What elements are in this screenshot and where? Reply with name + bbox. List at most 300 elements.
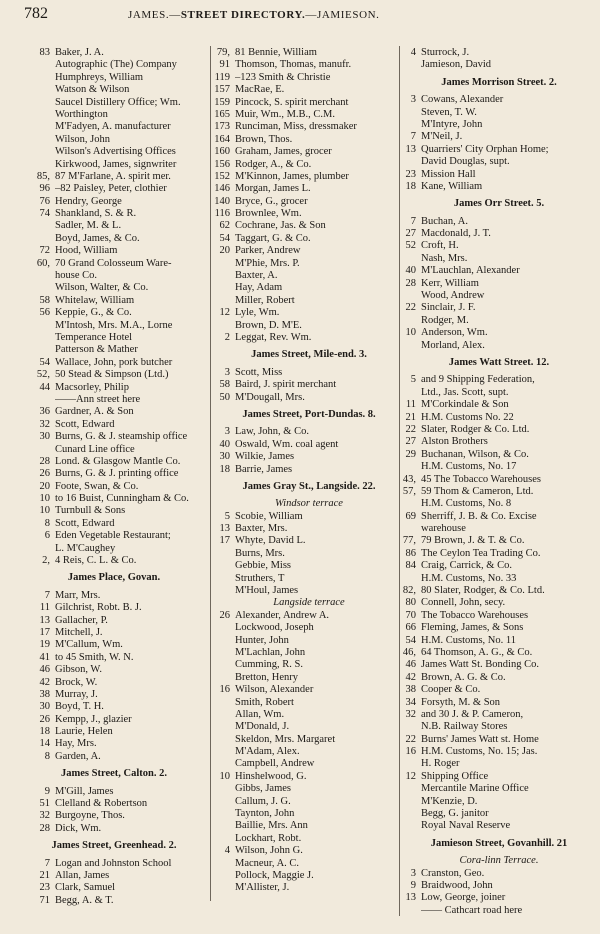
occupant-name: Lockwood, Joseph [235, 622, 314, 634]
house-number: 30 [39, 701, 50, 713]
directory-entry [398, 315, 600, 327]
occupant-name: Baillie, Mrs. Ann [235, 820, 308, 832]
occupant-name: Pincock, S. spirit merchant [235, 96, 349, 108]
directory-entry [212, 820, 406, 832]
occupant-name: H.M. Customs, No. 15; Jas. [421, 746, 538, 758]
occupant-name: M'Phie, Mrs. P. [235, 257, 300, 269]
terrace-subheading-text: Cora-linn Terrace. [459, 855, 539, 867]
occupant-name: Forsyth, M. & Son [421, 696, 501, 708]
house-number: 13 [405, 892, 416, 904]
house-number: 12 [219, 307, 230, 319]
house-number: 4 [410, 47, 416, 58]
street-heading-text: James Street, Mile-end. 3. [251, 349, 367, 361]
directory-entry [20, 530, 208, 542]
house-number: 12 [405, 770, 416, 782]
occupant-name: Whyte, David L. [235, 535, 306, 547]
directory-entry [398, 880, 600, 892]
occupant-name: Watson & Wilson [55, 84, 130, 96]
directory-entry [398, 474, 600, 486]
occupant-name: Nash, Mrs. [421, 252, 468, 264]
occupant-name: Gibbs, James [235, 783, 291, 795]
directory-entry [212, 560, 406, 572]
house-number: 7 [410, 215, 416, 227]
occupant-name: Saucel Distillery Office; Wm. [55, 96, 181, 108]
house-number: 19 [39, 639, 50, 651]
directory-entry [212, 220, 406, 232]
street-heading [20, 768, 208, 780]
house-number: 58 [219, 379, 230, 391]
occupant-name: Cumming, R. S. [235, 659, 303, 671]
directory-entry [20, 369, 208, 381]
house-number: 83 [39, 47, 50, 58]
occupant-name: Buchan, A. [421, 215, 468, 227]
house-number: 60, [36, 257, 50, 269]
occupant-name: Burns, Mrs. [235, 547, 285, 559]
directory-entry [20, 258, 208, 270]
occupant-name: Turnbull & Sons [55, 505, 126, 517]
directory-entry [398, 387, 600, 399]
occupant-name: Allan, James [55, 870, 110, 881]
directory-entry [398, 156, 600, 168]
occupant-name: Oswald, Wm. coal agent [235, 438, 339, 450]
directory-entry [398, 290, 600, 302]
directory-entry [398, 573, 600, 585]
occupant-name: M'Allister, J. [235, 882, 290, 894]
running-head-left: JAMES. [128, 9, 170, 21]
directory-entry [398, 94, 600, 106]
occupant-name: Croft, H. [421, 240, 459, 252]
occupant-name: Steven, T. W. [421, 106, 477, 118]
directory-entry [212, 439, 406, 451]
occupant-name: Quarriers' City Orphan Home; [421, 143, 549, 155]
directory-entry [398, 560, 600, 572]
occupant-name: Baker, J. A. [55, 47, 104, 58]
house-number: 160 [214, 146, 230, 158]
directory-entry [20, 823, 208, 835]
house-number: 71 [39, 894, 50, 906]
house-number: 56 [39, 307, 50, 319]
house-number: 119 [214, 71, 230, 83]
occupant-name: The Ceylon Tea Trading Co. [421, 547, 541, 559]
house-number: 3 [410, 867, 416, 879]
house-number: 8 [44, 750, 50, 762]
column-3 [398, 47, 600, 917]
directory-entry [212, 684, 406, 696]
directory-entry [398, 327, 600, 339]
occupant-name: M'Neil, J. [421, 131, 463, 143]
occupant-name: MacRae, E. [235, 84, 285, 96]
occupant-name: Campbell, Andrew [235, 758, 315, 770]
house-number: 69 [405, 510, 416, 522]
directory-entry [20, 615, 208, 627]
house-number: 40 [405, 265, 416, 277]
occupant-name: Cunard Line office [55, 443, 135, 455]
occupant-name: Wilkie, James [235, 451, 295, 463]
occupant-name: to 16 Buist, Cunningham & Co. [55, 493, 189, 505]
house-number: 42 [39, 676, 50, 688]
house-number: 72 [39, 245, 50, 257]
occupant-name: Hinshelwood, G. [235, 770, 307, 782]
occupant-name: Rodger, M. [421, 314, 469, 326]
directory-entry [398, 302, 600, 314]
occupant-name: The Tobacco Warehouses [421, 609, 529, 621]
house-number: 28 [39, 455, 50, 467]
occupant-name: Callum, J. G. [235, 795, 291, 807]
directory-entry [20, 196, 208, 208]
terrace-subheading-text: Langside terrace [273, 597, 345, 609]
house-number: 152 [214, 170, 230, 182]
occupant-name: Gilchrist, Robt. B. J. [55, 602, 142, 614]
directory-entry [398, 412, 600, 424]
directory-entry [398, 424, 600, 436]
directory-entry [212, 295, 406, 307]
directory-entry [20, 602, 208, 614]
directory-entry [398, 47, 600, 59]
directory-entry [20, 146, 208, 158]
house-number: 21 [405, 411, 416, 423]
directory-entry [20, 97, 208, 109]
directory-entry [20, 282, 208, 294]
directory-entry [20, 456, 208, 468]
occupant-name: Laurie, Helen [55, 726, 113, 738]
directory-entry [398, 340, 600, 352]
street-heading [212, 481, 406, 493]
house-number: 116 [214, 208, 230, 220]
occupant-name: Struthers, T [235, 572, 285, 584]
street-heading-text: James Morrison Street. 2. [441, 76, 557, 88]
directory-entry [20, 555, 208, 567]
occupant-name: Muir, Wm., M.B., C.M. [235, 108, 336, 120]
house-number: 52 [405, 240, 416, 252]
occupant-name: M'Lauchlan, Alexander [421, 265, 520, 277]
house-number: 5 [410, 374, 416, 386]
house-number: 32 [39, 810, 50, 822]
occupant-name: Begg, A. & T. [55, 894, 114, 906]
directory-entry [398, 796, 600, 808]
house-number: 20 [39, 480, 50, 492]
occupant-name: M'Kinnon, James, plumber [235, 170, 349, 182]
directory-entry [398, 709, 600, 721]
directory-entry [398, 808, 600, 820]
directory-entry [398, 511, 600, 523]
occupant-name: Keppie, G., & Co. [55, 307, 132, 319]
directory-entry [212, 882, 406, 894]
street-heading [212, 409, 406, 421]
directory-entry [212, 672, 406, 684]
occupant-name: M'Houl, James [235, 585, 299, 597]
occupant-name: Scott, Edward [55, 418, 115, 430]
directory-entry [212, 659, 406, 671]
directory-entry [212, 332, 406, 344]
directory-entry [212, 282, 406, 294]
house-number: 74 [39, 208, 50, 220]
occupant-name: Miller, Robert [235, 294, 295, 306]
directory-entry [398, 216, 600, 228]
occupant-name: Brownlee, Wm. [235, 208, 302, 220]
occupant-name: Graham, James, grocer [235, 146, 332, 158]
occupant-name: –82 Paisley, Peter, clothier [55, 183, 167, 195]
house-number: 13 [405, 143, 416, 155]
occupant-name: Slater, Rodger & Co. Ltd. [421, 423, 530, 435]
directory-entry [212, 109, 406, 121]
directory-entry [212, 647, 406, 659]
directory-entry [212, 171, 406, 183]
occupant-name: H. Roger [421, 758, 460, 770]
directory-entry [398, 498, 600, 510]
house-number: 7 [410, 131, 416, 143]
directory-entry [212, 523, 406, 535]
house-number: 9 [44, 785, 50, 797]
directory-entry [20, 751, 208, 763]
house-number: 30 [219, 451, 230, 463]
directory-entry [20, 270, 208, 282]
terrace-subheading [212, 498, 406, 510]
house-number: 26 [39, 713, 50, 725]
directory-entry [398, 107, 600, 119]
house-number: 4 [224, 845, 230, 857]
directory-entry [398, 523, 600, 535]
house-number: 13 [39, 614, 50, 626]
terrace-subheading-text: Windsor terrace [275, 498, 343, 510]
page-number: 782 [24, 5, 48, 22]
directory-entry [398, 449, 600, 461]
directory-entry [398, 905, 600, 917]
occupant-name: Dick, Wm. [55, 822, 102, 834]
occupant-name: Brock, W. [55, 676, 98, 688]
house-number: 29 [405, 448, 416, 460]
directory-entry [212, 392, 406, 404]
directory-entry [212, 451, 406, 463]
occupant-name: M'Callum, Wm. [55, 639, 123, 651]
occupant-name: Murray, J. [55, 688, 98, 700]
directory-entry [212, 845, 406, 857]
directory-entry [212, 159, 406, 171]
house-number: 26 [219, 609, 230, 621]
occupant-name: Runciman, Miss, dressmaker [235, 121, 357, 133]
occupant-name: Fleming, James, & Sons [421, 622, 524, 634]
directory-entry [20, 59, 208, 71]
directory-entry [212, 870, 406, 882]
directory-entry [398, 758, 600, 770]
occupant-name: Wilson, John [55, 133, 110, 145]
occupant-name: 70 Grand Colosseum Ware- [55, 257, 172, 269]
occupant-name: Burns, G. & J. printing office [55, 468, 179, 480]
occupant-name: Cooper & Co. [421, 684, 481, 696]
street-heading [20, 572, 208, 584]
occupant-name: house Co. [55, 270, 97, 282]
column-2 [212, 47, 406, 895]
directory-entry [212, 134, 406, 146]
house-number: 38 [39, 688, 50, 700]
directory-entry [20, 652, 208, 664]
house-number: 54 [219, 232, 230, 244]
directory-entry [212, 59, 406, 71]
occupant-name: Connell, John, secy. [421, 597, 506, 609]
directory-entry [212, 858, 406, 870]
occupant-name: Taynton, John [235, 808, 295, 820]
occupant-name: Wilson, Alexander [235, 684, 314, 696]
directory-entry [20, 870, 208, 882]
occupant-name: Worthington [55, 108, 108, 120]
directory-entry [398, 278, 600, 290]
directory-entry [20, 677, 208, 689]
directory-entry [212, 245, 406, 257]
occupant-name: Royal Naval Reserve [421, 820, 511, 832]
directory-entry [20, 233, 208, 245]
directory-entry [20, 639, 208, 651]
house-number: 50 [219, 391, 230, 403]
occupant-name: Taggart, G. & Co. [235, 232, 311, 244]
directory-entry [398, 783, 600, 795]
directory-entry [398, 144, 600, 156]
occupant-name: Baxter, A. [235, 270, 278, 282]
occupant-name: 79 Brown, J. & T. & Co. [421, 535, 525, 547]
occupant-name: Patterson & Mather [55, 344, 138, 356]
occupant-name: Foote, Swan, & Co. [55, 480, 139, 492]
directory-entry [20, 627, 208, 639]
terrace-subheading [398, 855, 600, 867]
occupant-name: James Watt St. Bonding Co. [421, 659, 539, 671]
house-number: 28 [405, 277, 416, 289]
occupant-name: Wilson, John G. [235, 845, 303, 857]
occupant-name: Mission Hall [421, 168, 476, 180]
occupant-name: Shipping Office [421, 770, 489, 782]
directory-entry [212, 771, 406, 783]
occupant-name: Burgoyne, Thos. [55, 810, 125, 822]
occupant-name: Humphreys, William [55, 71, 144, 83]
occupant-name: Kerr, William [421, 277, 479, 289]
occupant-name: Boyd, T. H. [55, 701, 104, 713]
directory-entry [212, 697, 406, 709]
house-number: 17 [39, 626, 50, 638]
occupant-name: Burns' James Watt st. Home [421, 733, 539, 745]
occupant-name: Gardner, A. & Son [55, 406, 134, 418]
house-number: 46 [39, 664, 50, 676]
directory-entry [20, 47, 208, 59]
directory-entry [20, 714, 208, 726]
occupant-name: 4 Reis, C. L. & Co. [55, 555, 137, 567]
directory-entry [212, 585, 406, 597]
occupant-name: Law, John, & Co. [235, 426, 309, 438]
directory-entry [398, 771, 600, 783]
directory-entry [20, 798, 208, 810]
directory-entry [212, 208, 406, 220]
directory-entry [212, 320, 406, 332]
directory-entry [20, 882, 208, 894]
house-number: 11 [39, 602, 50, 614]
house-number: 84 [405, 560, 416, 572]
occupant-name: Lyle, Wm. [235, 307, 280, 319]
occupant-name: L. M'Caughey [55, 542, 116, 554]
directory-entry [20, 590, 208, 602]
street-heading [20, 840, 208, 852]
occupant-name: Rodger, A., & Co. [235, 158, 312, 170]
occupant-name: Kempp, J., glazier [55, 713, 132, 725]
occupant-name: Skeldon, Mrs. Margaret [235, 733, 336, 745]
directory-entry [398, 169, 600, 181]
occupant-name: H.M. Customs, No. 17 [421, 461, 517, 473]
directory-entry [20, 121, 208, 133]
house-number: 96 [39, 183, 50, 195]
occupant-name: and 30 J. & P. Cameron, [421, 708, 524, 720]
directory-entry [212, 258, 406, 270]
occupant-name: Mercantile Marine Office [421, 783, 529, 795]
directory-entry [212, 196, 406, 208]
directory-entry [212, 146, 406, 158]
house-number: 7 [44, 857, 50, 869]
directory-entry [212, 721, 406, 733]
directory-entry [20, 208, 208, 220]
directory-entry [20, 786, 208, 798]
occupant-name: Mitchell, J. [55, 626, 103, 638]
street-heading-text: James Street, Port-Dundas. 8. [242, 408, 376, 420]
directory-entry [398, 635, 600, 647]
house-number: 11 [405, 399, 416, 411]
directory-entry [398, 697, 600, 709]
house-number: 10 [219, 770, 230, 782]
directory-entry [20, 664, 208, 676]
directory-entry [398, 597, 600, 609]
occupant-name: to 45 Smith, W. N. [55, 651, 134, 663]
occupant-name: Clelland & Robertson [55, 798, 148, 810]
occupant-name: M'Gill, James [55, 785, 114, 797]
directory-entry [212, 426, 406, 438]
directory-entry [398, 647, 600, 659]
occupant-name: Hendry, George [55, 195, 122, 207]
directory-entry [398, 374, 600, 386]
street-heading-text: James Orr Street. 5. [453, 198, 545, 210]
occupant-name: Buchanan, Wilson, & Co. [421, 448, 529, 460]
occupant-name: Hay, Mrs. [55, 738, 97, 750]
directory-entry [212, 183, 406, 195]
street-heading [398, 198, 600, 210]
directory-entry [398, 892, 600, 904]
occupant-name: Marr, Mrs. [55, 589, 101, 601]
directory-entry [20, 394, 208, 406]
house-number: 85, [36, 170, 50, 182]
occupant-name: Lond. & Glasgow Mantle Co. [55, 455, 181, 467]
directory-entry [20, 183, 208, 195]
occupant-name: Begg, G. janitor [421, 808, 489, 820]
directory-entry [212, 379, 406, 391]
directory-entry [398, 548, 600, 560]
house-number: 27 [405, 228, 416, 240]
directory-entry [20, 332, 208, 344]
occupant-name: Temperance Hotel [55, 331, 133, 343]
occupant-name: and 9 Shipping Federation, [421, 374, 535, 386]
occupant-name: Burns, G. & J. steamship office [55, 431, 188, 443]
street-heading-text: James Gray St., Langside. 22. [242, 480, 376, 492]
directory-entry [20, 810, 208, 822]
house-number: 86 [405, 547, 416, 559]
occupant-name: Cochrane, Jas. & Son [235, 220, 326, 232]
house-number: 16 [219, 684, 230, 696]
running-head-right: JAMIESON. [316, 9, 380, 21]
house-number: 32 [405, 708, 416, 720]
house-number: 3 [224, 366, 230, 378]
occupant-name: Boyd, James, & Co. [55, 232, 140, 244]
house-number: 6 [44, 530, 50, 542]
street-heading-text: James Street, Calton. 2. [61, 768, 167, 780]
directory-entry [20, 220, 208, 232]
occupant-name: Barrie, James [235, 463, 293, 475]
directory-entry [212, 47, 406, 59]
house-number: 159 [214, 96, 230, 108]
directory-entry [398, 659, 600, 671]
directory-entry [212, 97, 406, 109]
occupant-name: Gibson, W. [55, 664, 102, 676]
house-number: 44 [39, 381, 50, 393]
